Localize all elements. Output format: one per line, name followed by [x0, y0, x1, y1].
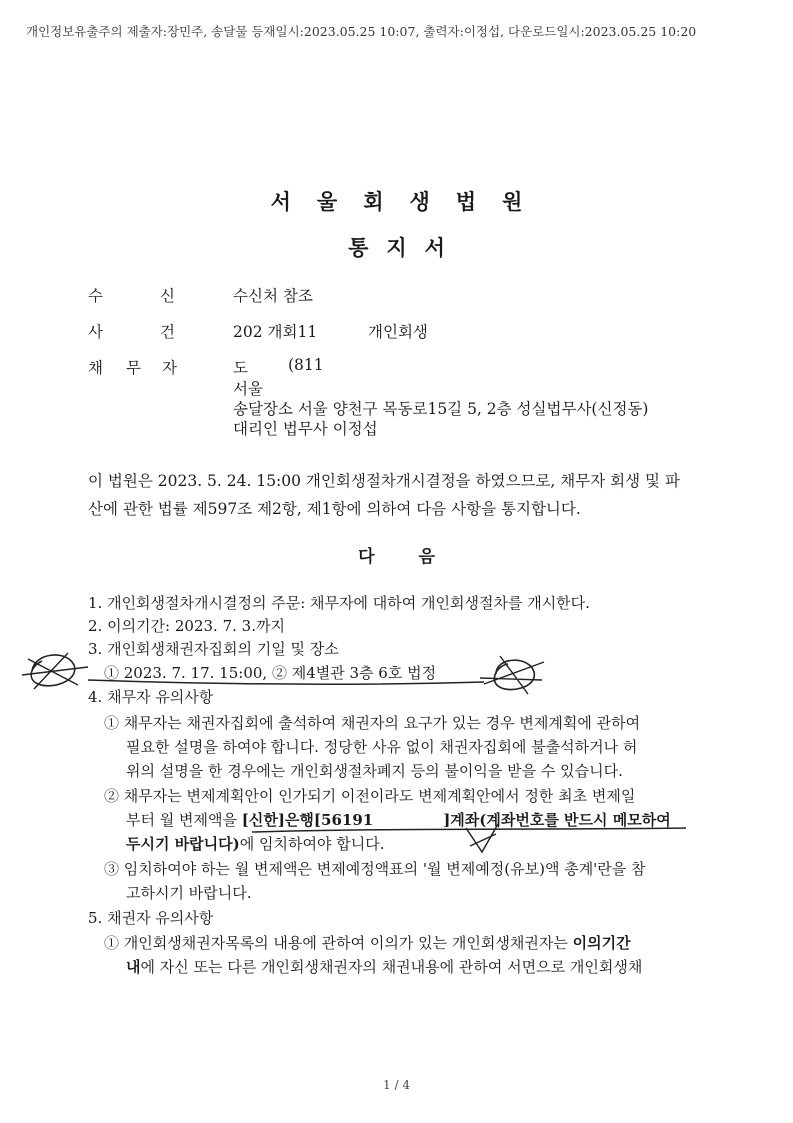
recipient-label: 수 신 [88, 287, 176, 305]
item-4: 4. 채무자 유의사항 [88, 688, 214, 706]
item-4-1-line-3: 위의 설명을 한 경우에는 개인회생절차폐지 등의 불이익을 받을 수 있습니다. [126, 762, 623, 780]
section-heading: 다음 [358, 547, 479, 567]
item-4-3-line-2: 고하시기 바랍니다. [126, 884, 252, 902]
page-number: 1 / 4 [383, 1078, 410, 1092]
debtor-id: (811 [288, 356, 324, 374]
handwritten-circle-mark [20, 645, 90, 695]
item-1: 1. 개인회생절차개시결정의 주문: 채무자에 대하여 개인회생절차를 개시한다. [88, 594, 590, 612]
debtor-label: 채 무 자 [88, 359, 178, 377]
item-5: 5. 채권자 유의사항 [88, 909, 214, 927]
recipient-value: 수신처 참조 [233, 287, 313, 305]
case-label: 사 건 [88, 323, 176, 341]
debtor-name: 도 [233, 359, 248, 377]
handwritten-circle-mark-2 [478, 650, 548, 698]
item-4-2-line-2: 부터 월 변제액을 [신한]은행[56191 ]계좌(계좌번호를 반드시 메모하여 [126, 811, 671, 829]
item-5-1-line-2: 내에 자신 또는 다른 개인회생채권자의 채권내용에 관하여 서면으로 개인회생채 [126, 958, 643, 976]
handwritten-check-mark [462, 820, 502, 858]
item-2: 2. 이의기간: 2023. 7. 3.까지 [88, 617, 285, 635]
service-address: 송달장소 서울 양천구 목동로15길 5, 2층 성실법무사(신정동) [233, 400, 649, 418]
item-4-3-line-1: ③ 임치하여야 하는 월 변제액은 변제예정액표의 '월 변제예정(유보)액 총계'란을 참 [104, 860, 646, 878]
case-number: 202 개회11 [233, 323, 318, 341]
handwritten-underline [86, 676, 486, 688]
item-4-2-line-3: 두시기 바랍니다)에 임치하여야 합니다. [126, 835, 385, 853]
item-4-2-line-1: ② 채무자는 변제계획안이 인가되기 이전이라도 변제계획안에서 정한 최초 변제일 [104, 787, 636, 805]
item-3: 3. 개인회생채권자집회의 기일 및 장소 [88, 640, 339, 658]
print-header: 개인정보유출주의 제출자:장민주, 송달물 등재일시:2023.05.25 10:07, 출력자:이정섭, 다운로드일시:2023.05.25 10:20 [26, 24, 697, 39]
case-type: 개인회생 [368, 323, 428, 341]
item-3-detail: ① 2023. 7. 17. 15:00, ② 제4별관 3층 6호 법정 [104, 664, 437, 682]
debtor-address: 서울 [233, 380, 263, 398]
item-4-1-line-2: 필요한 설명을 하여야 합니다. 정당한 사유 없이 채권자집회에 불출석하거나 허 [126, 738, 638, 756]
item-4-1-line-1: ① 채무자는 채권자집회에 출석하여 채권자의 요구가 있는 경우 변제계획에 관하여 [104, 714, 641, 732]
intro-line-2: 산에 관한 법률 제597조 제2항, 제1항에 의하여 다음 사항을 통지합니다. [88, 500, 581, 518]
document-title: 통지서 [348, 235, 463, 260]
item-5-1-line-1: ① 개인회생채권자목록의 내용에 관하여 이의가 있는 개인회생채권자는 이의기간 [104, 934, 631, 952]
court-name: 서울회생법원 [270, 189, 549, 214]
intro-line-1: 이 법원은 2023. 5. 24. 15:00 개인회생절차개시결정을 하였으므로, 채무자 회생 및 파 [88, 472, 680, 490]
agent: 대리인 법무사 이정섭 [233, 420, 378, 438]
